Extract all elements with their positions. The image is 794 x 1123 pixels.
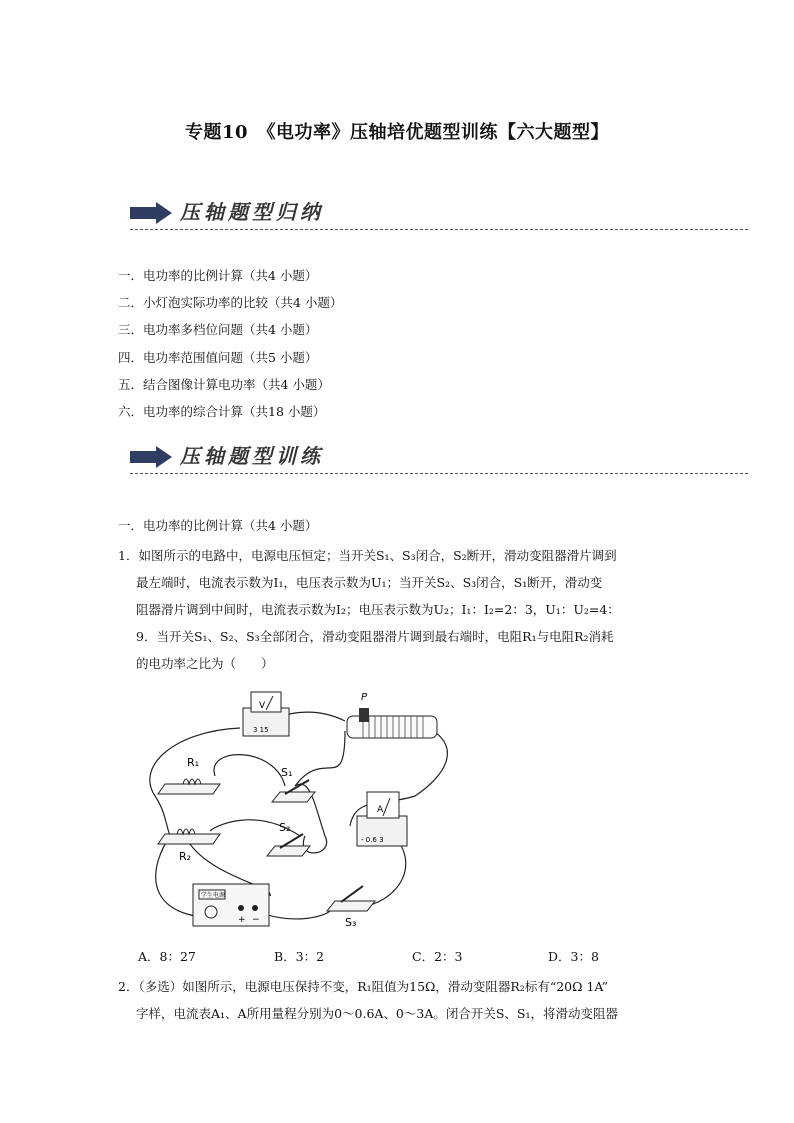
question-line: 2．（多选）如图所示，电源电压保持不变，R₁阻值为15Ω，滑动变阻器R₂标有“20Ω 1A” — [118, 979, 608, 994]
topic-item: 三．电功率多档位问题（共4 小题） — [118, 322, 318, 338]
topic-item: 一．电功率的比例计算（共4 小题） — [118, 268, 318, 283]
question-2 — [118, 973, 688, 1027]
arrow-icon — [130, 202, 174, 224]
r2-label: R₂ — [179, 850, 192, 863]
arrow-icon — [130, 446, 174, 468]
ammeter-label: A — [377, 805, 384, 815]
supply-plus: + — [238, 915, 246, 925]
switch-s3 — [327, 886, 375, 929]
option-a[interactable]: A．8：27 — [138, 949, 196, 964]
option-d[interactable]: D．3：8 — [548, 949, 599, 964]
resistor-r2 — [158, 829, 220, 863]
question-line: 的电功率之比为（ ） — [136, 656, 274, 671]
banner-title: 压轴题型训练 — [180, 444, 324, 468]
topic-item: 四．电功率范围值问题（共5 小题） — [118, 349, 318, 365]
resistor-r1 — [158, 756, 220, 794]
section-banner-training — [130, 440, 748, 474]
question-line: 9．当开关S₁、S₂、S₃全部闭合，滑动变阻器滑片调到最右端时，电阻R₁与电阻R₂消耗 — [136, 629, 614, 644]
power-supply — [193, 884, 269, 926]
topic-list — [118, 262, 342, 425]
ammeter — [357, 792, 407, 846]
supply-minus: − — [252, 915, 260, 925]
question-line: 最左端时，电流表示数为I₁，电压表示数为U₁；当开关S₂、S₃闭合，S₁断开，滑动变 — [136, 575, 603, 590]
circuit-diagram — [135, 686, 455, 936]
section-heading: 一．电功率的比例计算（共4 小题） — [118, 518, 318, 533]
rheostat — [347, 692, 437, 738]
banner-divider — [130, 473, 748, 474]
topic-item: 五．结合图像计算电功率（共4 小题） — [118, 376, 330, 392]
banner-divider — [130, 229, 748, 230]
question-line: 字样，电流表A₁、A所用量程分别为0～0.6A、0～3A。闭合开关S、S₁，将滑动变阻器 — [136, 1006, 618, 1021]
option-c[interactable]: C．2：3 — [412, 949, 463, 964]
slider-label: P — [361, 692, 368, 703]
question-line: 阻器滑片调到中间时，电流表示数为I₂；电压表示数为U₂；I₁：I₂=2：3，U₁：U₂=4： — [136, 602, 620, 617]
question-1 — [118, 542, 688, 677]
topic-item: 六．电功率的综合计算（共18 小题） — [118, 404, 326, 420]
r1-label: R₁ — [187, 756, 200, 769]
s3-label: S₃ — [345, 916, 357, 929]
section-banner-summary — [130, 196, 748, 230]
supply-label: 学生电源 — [201, 892, 226, 899]
s2-label: S₂ — [279, 821, 291, 834]
topic-item: 二．小灯泡实际功率的比较（共4 小题） — [118, 295, 343, 311]
ammeter-scale: - 0.6 3 — [361, 836, 384, 844]
switch-s1 — [272, 766, 315, 802]
voltmeter — [243, 692, 289, 736]
s1-label: S₁ — [281, 766, 293, 779]
voltmeter-scale: 3 15 — [253, 726, 269, 734]
voltmeter-label: V — [259, 701, 266, 711]
question-line: 1．如图所示的电路中，电源电压恒定；当开关S₁、S₃闭合，S₂断开，滑动变阻器滑片调到 — [118, 548, 617, 563]
banner-title: 压轴题型归纳 — [180, 200, 324, 224]
option-b[interactable]: B．3：2 — [274, 949, 325, 964]
page-title: 专题10 《电功率》压轴培优题型训练【六大题型】 — [184, 122, 610, 143]
